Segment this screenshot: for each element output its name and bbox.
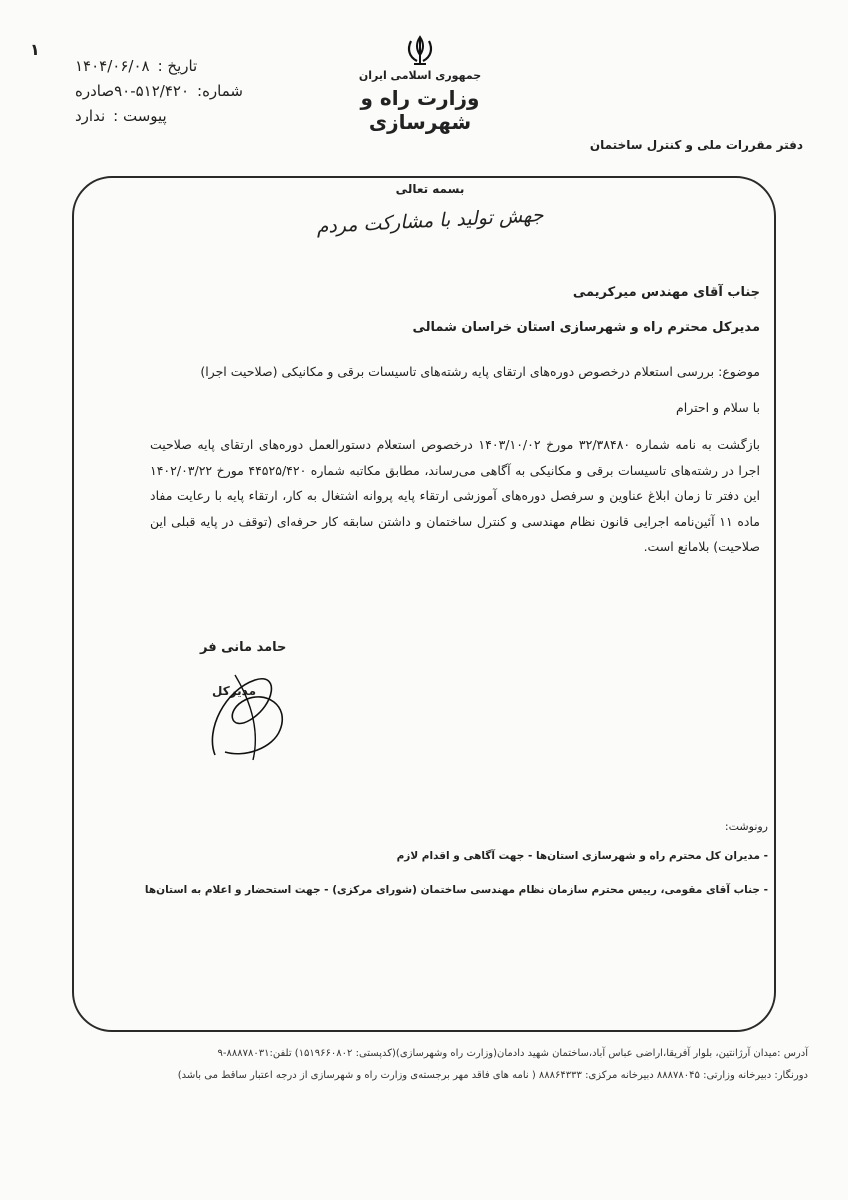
attachment-label: پیوست : [113,107,167,125]
letterhead [320,35,520,134]
slogan: جهش تولید با مشارکت مردم [315,204,545,238]
office-name: دفتر مقررات ملی و کنترل ساختمان [589,138,803,152]
letter-meta [75,55,255,130]
basmala: بسمه تعالی [395,182,465,196]
number-row [75,80,255,105]
page-mark: ۱ [30,40,40,59]
ministry-name: وزارت راه و شهرسازی [360,86,480,134]
number-value: ۹۰-۵۱۲/۴۲۰صادره [75,82,190,100]
letter-body: بازگشت به نامه شماره ۳۲/۳۸۴۸۰ مورخ ۱۴۰۳/۱۰/۰۲ درخصوص استعلام دستورالعمل دوره‌های ارتقای پایه صلاحیت اجرا در رشته‌های تاسیسات برقی و مکانیکی به آگاهی می‌رساند، مطابق مکاتبه شماره ۴۴۵۲۵/۴۲۰ مورخ ۱۴۰۲/۰۳/۲۲ این دفتر تا زمان ابلاغ عناوین و سرفصل دوره‌های آموزشی ارتقاء پایه پروانه اشتغال به کار، ارتقاء پایه با رعایت مفاد ماده ۱۱ آئین‌نامه اجرایی قانون نظام مهندسی و کنترل ساختمان و داشتن سابقه کار حرفه‌ای (توقف در پایه قبلی این صلاحیت) بلامانع است. [150,437,760,554]
letter-frame [72,176,776,1032]
cc-item: - جناب آقای مقومی، رییس محترم سازمان نظام مهندسی ساختمان (شورای مرکزی) - جهت استحضار و اعلام به استان‌ها [144,884,768,896]
date-row [75,55,255,80]
greeting: با سلام و احترام [676,400,760,415]
recipient-title: مدیرکل محترم راه و شهرسازی استان خراسان شمالی [412,320,760,335]
attachment-row [75,105,255,130]
iran-emblem-icon [405,35,435,67]
attachment-value: ندارد [75,107,106,125]
number-label: شماره: [197,82,243,100]
footer-fax: دورنگار: دبیرخانه وزارتی: ۸۸۸۷۸۰۴۵ دبیرخانه مرکزی: ۸۸۸۶۴۳۳۳ ( نامه های فاقد مهر برجسته‌ی وزارت راه و شهرسازی از درجه اعتبار ساقط می باشد) [177,1070,808,1081]
recipient-name: جناب آقای مهندس میرکریمی [572,285,760,300]
date-value: ۱۴۰۴/۰۶/۰۸ [75,57,150,75]
cc-item: - مدیران کل محترم راه و شهرسازی استان‌ها - جهت آگاهی و اقدام لازم [396,850,768,862]
signatory-title: مدیرکل [212,684,257,698]
signatory-name: حامد مانی فر [200,640,287,655]
subject-line: موضوع: بررسی استعلام درخصوص دوره‌های ارتقای پایه رشته‌های تاسیسات برقی و مکانیکی (صلاحیت اجرا) [200,364,760,379]
footer-address: آدرس :میدان آرژانتین، بلوار آفریقا،اراضی عباس آباد،ساختمان شهید دادمان(وزارت راه وشهرسازی)(کدپستی: ۱۵۱۹۶۶۰۸۰۲) تلفن:۸۸۸۷۸۰۳۱-۹ [217,1048,808,1059]
date-label: تاریخ : [157,57,198,75]
country-name: جمهوری اسلامی ایران [358,69,482,82]
cc-title: رونوشت: [724,820,768,833]
handwritten-signature-icon [195,660,305,770]
